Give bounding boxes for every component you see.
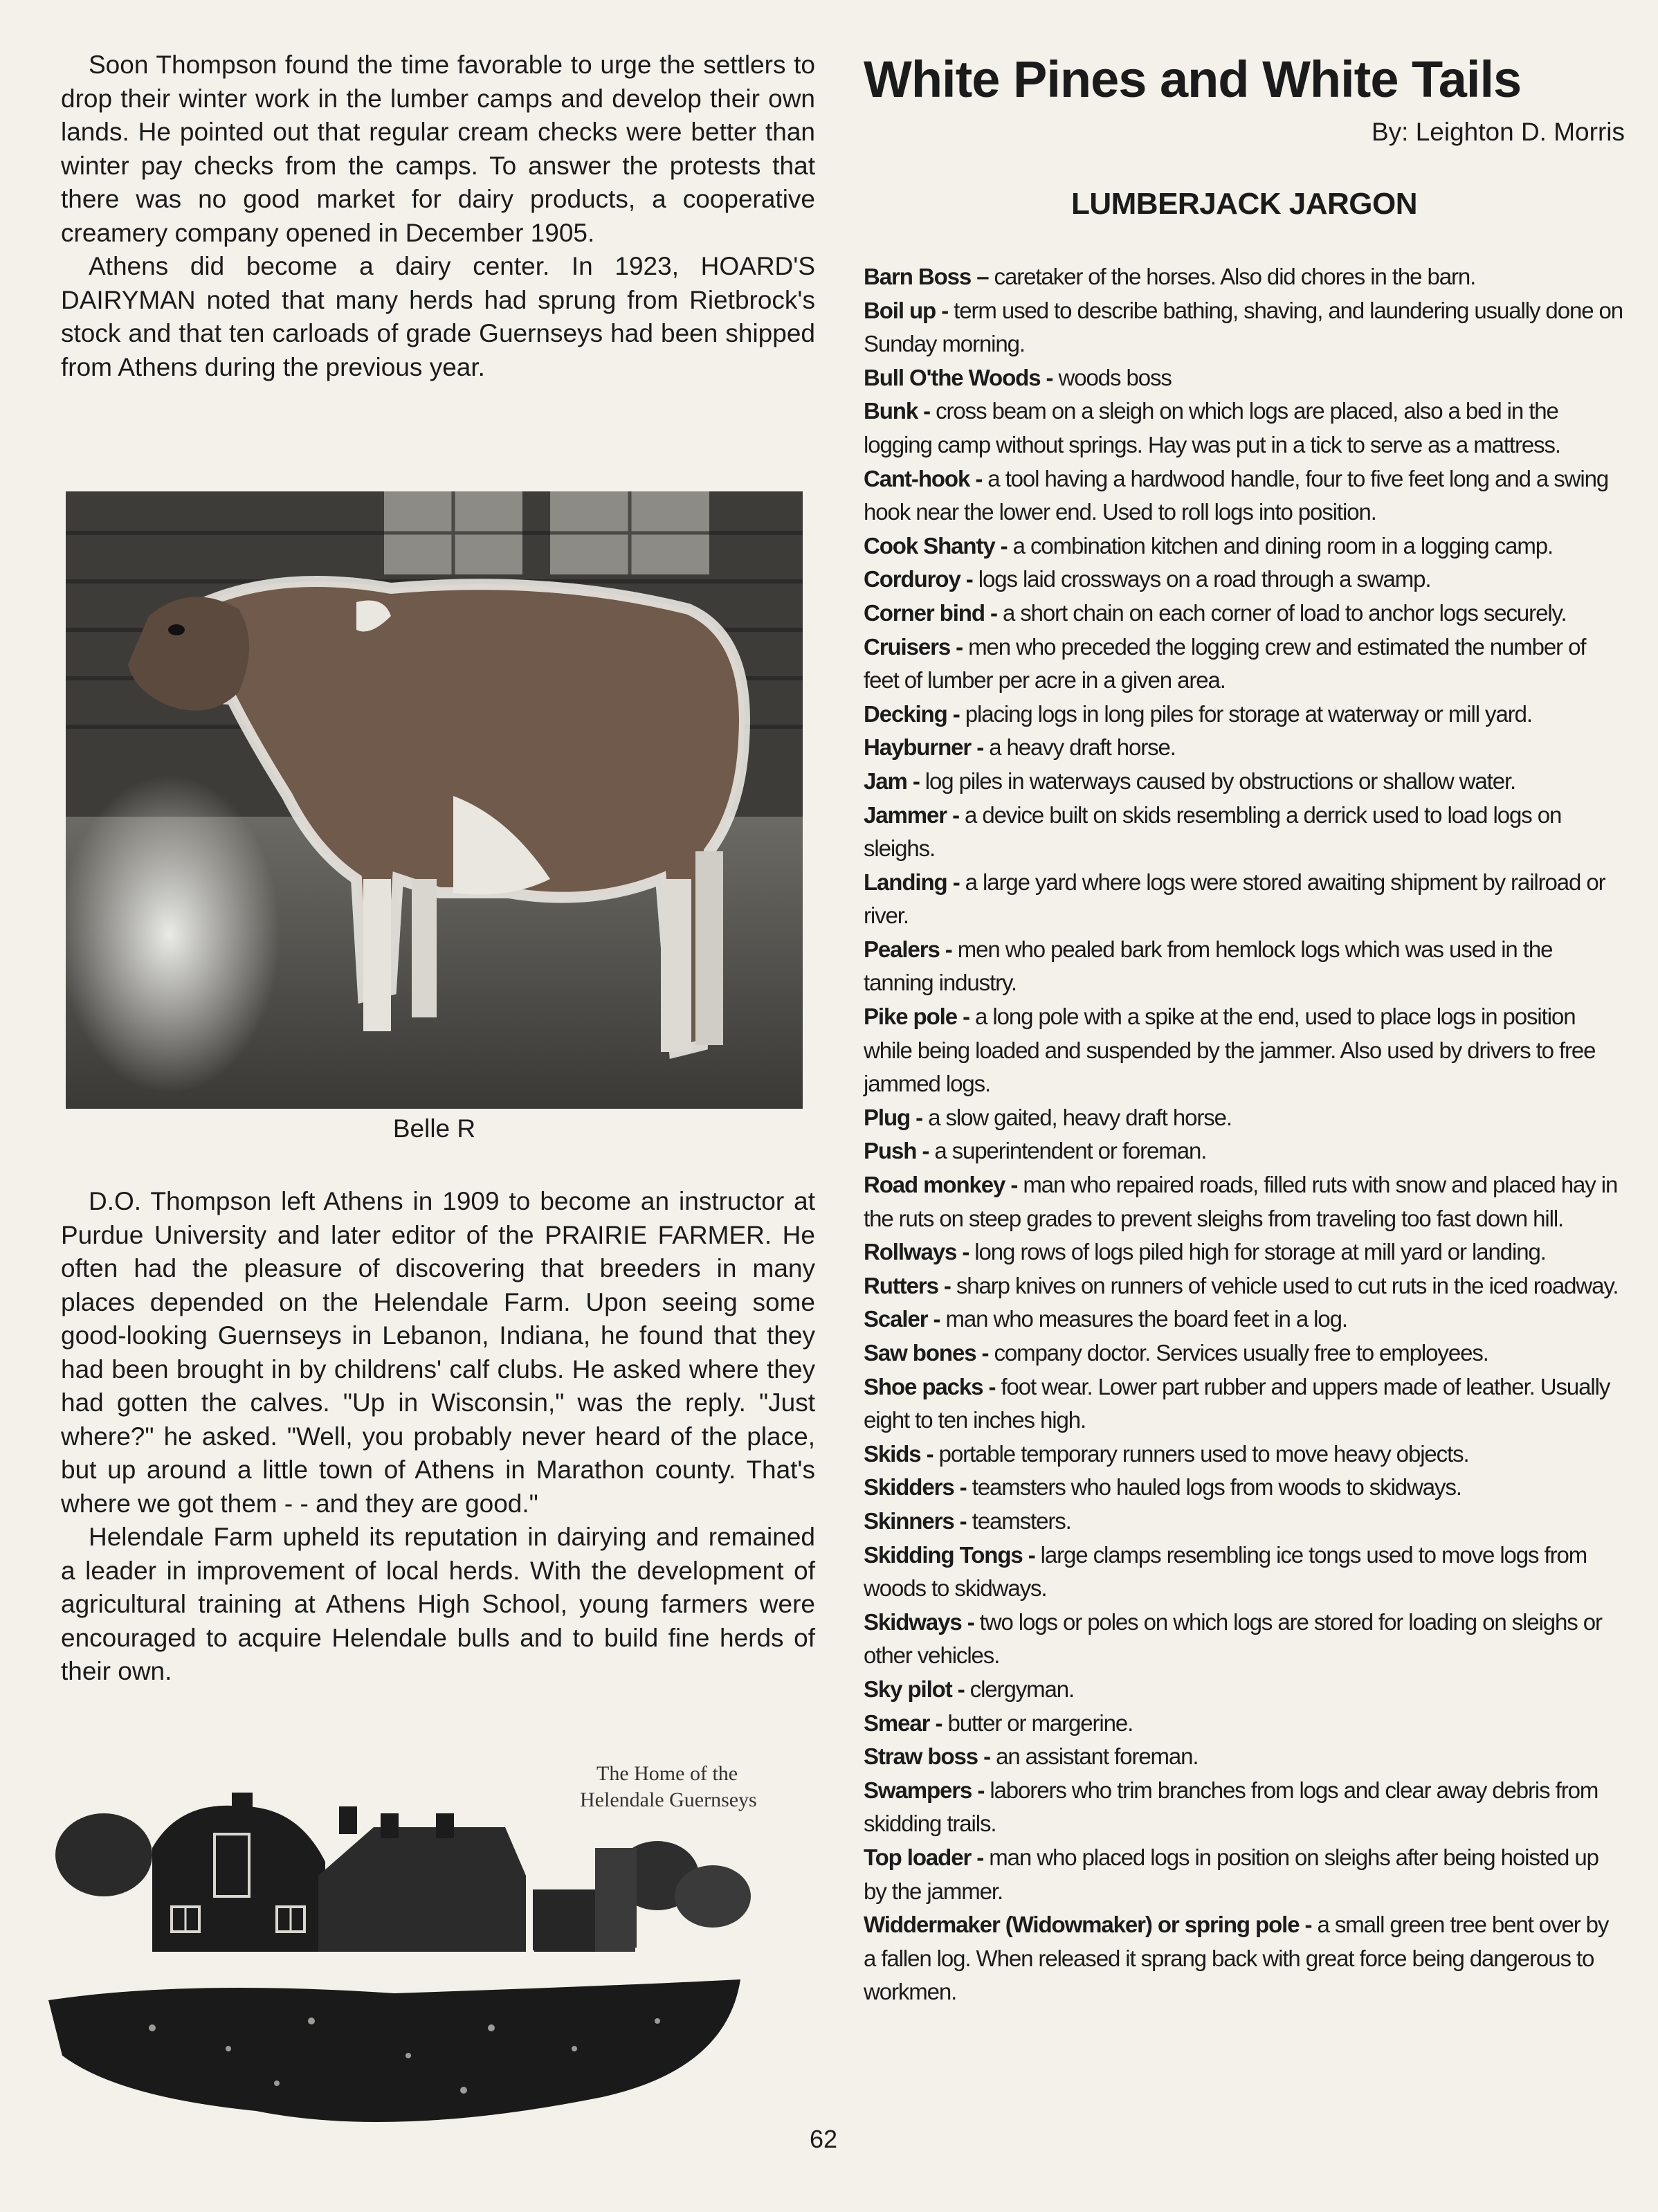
glossary-entry bbox=[864, 1908, 1625, 2009]
glossary-separator: - bbox=[947, 801, 965, 828]
glossary-definition: man who measures the board feet in a log. bbox=[945, 1306, 1347, 1332]
glossary-definition: a superintendent or foreman. bbox=[934, 1138, 1207, 1164]
glossary-term: Skids bbox=[864, 1440, 921, 1467]
glossary-term: Corner bind bbox=[864, 599, 985, 626]
glossary-term: Scaler bbox=[864, 1306, 928, 1332]
glossary-separator: - bbox=[936, 297, 954, 323]
glossary-term: Bull O'the Woods bbox=[864, 364, 1041, 390]
right-column bbox=[864, 48, 1625, 2009]
glossary-entry bbox=[864, 1539, 1625, 1606]
glossary-term: Rutters bbox=[864, 1272, 938, 1298]
glossary-term: Swampers bbox=[864, 1777, 972, 1803]
glossary-entry bbox=[864, 799, 1625, 866]
glossary-entry bbox=[864, 1168, 1625, 1235]
glossary-definition: man who repaired roads, filled ruts with snow and placed hay in the ruts on steep grades to prevent sleighs from traveling too fast down hill. bbox=[864, 1172, 1618, 1231]
glossary-entry bbox=[864, 933, 1625, 1000]
glossary-definition: a heavy draft horse. bbox=[989, 734, 1176, 761]
glossary-term: Plug bbox=[864, 1104, 911, 1130]
glossary-term: Widdermaker (Widowmaker) or spring pole bbox=[864, 1912, 1300, 1938]
glossary-entry bbox=[864, 1740, 1625, 1774]
glossary-separator: - bbox=[907, 768, 925, 794]
glossary-definition: a slow gaited, heavy draft horse. bbox=[928, 1104, 1232, 1130]
glossary-term: Saw bones bbox=[864, 1340, 976, 1366]
glossary-separator: - bbox=[956, 1239, 975, 1265]
glossary-definition: placing logs in long piles for storage at waterway or mill yard. bbox=[965, 700, 1532, 727]
farm-caption-line1: The Home of the bbox=[596, 1762, 738, 1785]
glossary-definition: men who pealed bark from hemlock logs which was used in the tanning industry. bbox=[864, 936, 1553, 996]
intro-paragraph: Athens did become a dairy center. In 1923, HOARD'S DAIRYMAN noted that many herds had sprung from Rietbrock's stock and that ten carloads of grade Guernseys had been shipped from Athens during the previous year. bbox=[61, 252, 815, 381]
glossary-definition: teamsters who hauled logs from woods to skidways. bbox=[972, 1474, 1461, 1501]
glossary-term: Boil up bbox=[864, 297, 936, 323]
glossary-separator: - bbox=[947, 869, 965, 895]
glossary-definition: portable temporary runners used to move heavy objects. bbox=[938, 1440, 1469, 1467]
glossary-definition: a large yard where logs were stored awaiting shipment by railroad or river. bbox=[864, 869, 1605, 929]
glossary-entry bbox=[864, 395, 1625, 462]
glossary-separator: - bbox=[954, 1507, 972, 1534]
glossary-term: Road monkey bbox=[864, 1172, 1005, 1198]
glossary-term: Hayburner bbox=[864, 734, 972, 761]
glossary-definition: clergyman. bbox=[969, 1676, 1075, 1702]
glossary-separator: - bbox=[910, 1104, 929, 1130]
glossary-term: Skinners bbox=[864, 1507, 954, 1534]
glossary-separator: - bbox=[929, 1710, 948, 1736]
page-number: 62 bbox=[810, 2125, 838, 2153]
glossary-entry bbox=[864, 1370, 1625, 1438]
glossary-separator: - bbox=[971, 734, 990, 761]
glossary-separator: - bbox=[920, 1440, 939, 1467]
glossary-separator: - bbox=[983, 1373, 1001, 1399]
glossary-entry bbox=[864, 731, 1625, 765]
glossary-definition: a short chain on each corner of load to anchor logs securely. bbox=[1002, 599, 1567, 626]
glossary-entry bbox=[864, 1303, 1625, 1336]
glossary-separator: - bbox=[972, 1777, 990, 1803]
glossary-term: Pealers bbox=[864, 936, 940, 962]
glossary-definition: a combination kitchen and dining room in a logging camp. bbox=[1012, 532, 1554, 559]
glossary-definition: an assistant foreman. bbox=[996, 1743, 1199, 1770]
glossary-definition: butter or margerine. bbox=[947, 1710, 1133, 1736]
glossary-separator: - bbox=[969, 465, 988, 491]
glossary-term: Jam bbox=[864, 768, 907, 794]
glossary-entry bbox=[864, 1336, 1625, 1370]
glossary-separator: - bbox=[1022, 1541, 1041, 1568]
glossary-term: Sky pilot bbox=[864, 1676, 952, 1702]
glossary-entry bbox=[864, 1235, 1625, 1269]
glossary-term: Jammer bbox=[864, 801, 947, 828]
glossary-entry bbox=[864, 1000, 1625, 1101]
glossary-term: Corduroy bbox=[864, 566, 960, 592]
glossary-term: Cant-hook bbox=[864, 465, 970, 491]
glossary-term: Cruisers bbox=[864, 633, 951, 660]
glossary-definition: logs laid crossways on a road through a swamp. bbox=[978, 566, 1431, 592]
glossary-definition: caretaker of the horses. Also did chores in the barn. bbox=[994, 264, 1476, 289]
glossary-separator: – bbox=[971, 264, 994, 289]
farm-caption-line2: Helendale Guernseys bbox=[580, 1788, 757, 1811]
glossary-term: Rollways bbox=[864, 1239, 957, 1265]
body-paragraph: D.O. Thompson left Athens in 1909 to become an instructor at Purdue University and later editor of the PRAIRIE FARMER. He often had the pleasure of discovering that breeders in many places depended on the Helendale Farm. Upon seeing some good-looking Guernseys in Lebanon, Indiana, he found that they had been brought in by childrens' calf clubs. He asked where they had gotten the calves. "Up in Wisconsin," was the reply. "Just where?" he asked. "Well, you probably never heard of the place, but up around a little town of Athens in Marathon county. That's where we got them - - and they are good." bbox=[61, 1187, 815, 1518]
glossary-separator: - bbox=[960, 566, 978, 592]
glossary-separator: - bbox=[950, 633, 969, 660]
glossary-term: Push bbox=[864, 1138, 917, 1164]
glossary-separator: - bbox=[976, 1340, 994, 1366]
glossary-definition: woods boss bbox=[1058, 364, 1172, 390]
body-paragraph: Helendale Farm upheld its reputation in dairying and remained a leader in improvement of local herds. With the development of agricultural training at Athens High School, young farmers were encouraged to acquire Helendale bulls and to build fine herds of their own. bbox=[61, 1523, 815, 1685]
glossary-definition: large clamps resembling ice tongs used to move logs from woods to skidways. bbox=[864, 1541, 1587, 1602]
glossary-definition: a small green tree bent over by a fallen log. When released it sprang back with great force being dangerous to workmen. bbox=[864, 1912, 1609, 2005]
glossary-list bbox=[864, 260, 1625, 2009]
farm-caption bbox=[554, 1761, 803, 1813]
glossary-separator: - bbox=[927, 1306, 946, 1332]
glossary-entry bbox=[864, 1606, 1625, 1673]
glossary-entry bbox=[864, 260, 1625, 294]
glossary-separator: - bbox=[978, 1743, 996, 1770]
glossary-definition: a long pole with a spike at the end, used to place logs in position while being loaded and suspended by the jammer. Also used by drivers to free jammed logs. bbox=[864, 1004, 1596, 1097]
glossary-term: Skidways bbox=[864, 1608, 962, 1635]
glossary-entry bbox=[864, 462, 1625, 529]
glossary-entry bbox=[864, 563, 1625, 597]
glossary-separator: - bbox=[961, 1608, 980, 1635]
glossary-definition: term used to describe bathing, shaving, and laundering usually done on Sunday morning. bbox=[864, 297, 1623, 357]
glossary-term: Smear bbox=[864, 1710, 930, 1736]
glossary-definition: man who placed logs in position on sleighs after being hoisted up by the jammer. bbox=[864, 1844, 1598, 1904]
glossary-term: Landing bbox=[864, 869, 947, 895]
glossary-entry bbox=[864, 361, 1625, 395]
glossary-term: Shoe packs bbox=[864, 1373, 983, 1399]
glossary-separator: - bbox=[1005, 1172, 1023, 1198]
glossary-entry bbox=[864, 1438, 1625, 1471]
glossary-separator: - bbox=[1299, 1912, 1318, 1938]
glossary-separator: - bbox=[957, 1004, 976, 1030]
intro-paragraph: Soon Thompson found the time favorable to urge the settlers to drop their winter work in the lumber camps and develop their own lands. He pointed out that regular cream checks were better than winter pay checks from the camps. To answer the protests that there was no good market for dairy products, a cooperative creamery company opened in December 1905. bbox=[61, 51, 815, 247]
glossary-entry bbox=[864, 1841, 1625, 1908]
glossary-term: Decking bbox=[864, 700, 947, 727]
glossary-separator: - bbox=[994, 532, 1013, 559]
glossary-term: Skidders bbox=[864, 1474, 954, 1501]
article-title: White Pines and White Tails bbox=[864, 51, 1522, 108]
glossary-entry bbox=[864, 1673, 1625, 1707]
glossary-entry bbox=[864, 294, 1625, 361]
glossary-definition: two logs or poles on which logs are stored for loading on sleighs or other vehicles. bbox=[864, 1608, 1602, 1669]
glossary-definition: a tool having a hardwood handle, four to five feet long and a swing hook near the lower end. Used to roll logs into position. bbox=[864, 465, 1609, 525]
glossary-definition: company doctor. Services usually free to employees. bbox=[994, 1340, 1488, 1366]
glossary-separator: - bbox=[938, 1272, 956, 1298]
glossary-entry bbox=[864, 698, 1625, 732]
glossary-separator: - bbox=[939, 936, 958, 962]
glossary-separator: - bbox=[947, 700, 965, 727]
glossary-term: Cook Shanty bbox=[864, 532, 995, 559]
glossary-entry bbox=[864, 1134, 1625, 1168]
glossary-term: Barn Boss bbox=[864, 264, 972, 289]
byline: By: Leighton D. Morris bbox=[1371, 118, 1625, 146]
cow-photo bbox=[66, 491, 803, 1109]
glossary-entry bbox=[864, 1269, 1625, 1303]
glossary-term: Top loader bbox=[864, 1844, 972, 1870]
glossary-definition: laborers who trim branches from logs and clear away debris from skidding trails. bbox=[864, 1777, 1598, 1837]
glossary-term: Straw boss bbox=[864, 1743, 978, 1770]
glossary-separator: - bbox=[984, 599, 1003, 626]
glossary-definition: a device built on skids resembling a derrick used to load logs on sleighs. bbox=[864, 801, 1562, 862]
glossary-entry bbox=[864, 1707, 1625, 1741]
glossary-entry bbox=[864, 1774, 1625, 1841]
glossary-separator: - bbox=[918, 398, 936, 424]
left-column-body bbox=[61, 1185, 815, 1689]
glossary-definition: foot wear. Lower part rubber and uppers made of leather. Usually eight to ten inches high. bbox=[864, 1373, 1610, 1433]
glossary-definition: long rows of logs piled high for storage at mill yard or landing. bbox=[974, 1239, 1546, 1265]
glossary-definition: cross beam on a sleigh on which logs are placed, also a bed in the logging camp without springs. Hay was put in a tick to serve as a mattress. bbox=[864, 398, 1560, 457]
glossary-separator: - bbox=[954, 1474, 972, 1501]
glossary-separator: - bbox=[951, 1676, 970, 1702]
glossary-term: Bunk bbox=[864, 398, 918, 424]
photo-caption: Belle R bbox=[392, 1114, 476, 1143]
glossary-separator: - bbox=[916, 1138, 935, 1164]
glossary-separator: - bbox=[1040, 364, 1059, 390]
glossary-entry bbox=[864, 1101, 1625, 1135]
glossary-entry bbox=[864, 765, 1625, 799]
glossary-entry bbox=[864, 1505, 1625, 1539]
glossary-definition: sharp knives on runners of vehicle used to cut ruts in the iced roadway. bbox=[956, 1272, 1619, 1298]
glossary-definition: men who preceded the logging crew and estimated the number of feet of lumber per acre in a given area. bbox=[864, 633, 1586, 693]
left-column-intro bbox=[61, 48, 815, 384]
glossary-term: Pike pole bbox=[864, 1004, 957, 1030]
glossary-entry bbox=[864, 597, 1625, 631]
glossary-entry bbox=[864, 1471, 1625, 1505]
glossary-entry bbox=[864, 866, 1625, 933]
glossary-definition: log piles in waterways caused by obstructions or shallow water. bbox=[924, 768, 1516, 794]
glossary-term: Skidding Tongs bbox=[864, 1541, 1023, 1568]
glossary-definition: teamsters. bbox=[972, 1507, 1071, 1534]
section-heading: LUMBERJACK JARGON bbox=[1071, 187, 1417, 221]
glossary-separator: - bbox=[971, 1844, 990, 1870]
glossary-entry bbox=[864, 529, 1625, 563]
glossary-entry bbox=[864, 631, 1625, 698]
